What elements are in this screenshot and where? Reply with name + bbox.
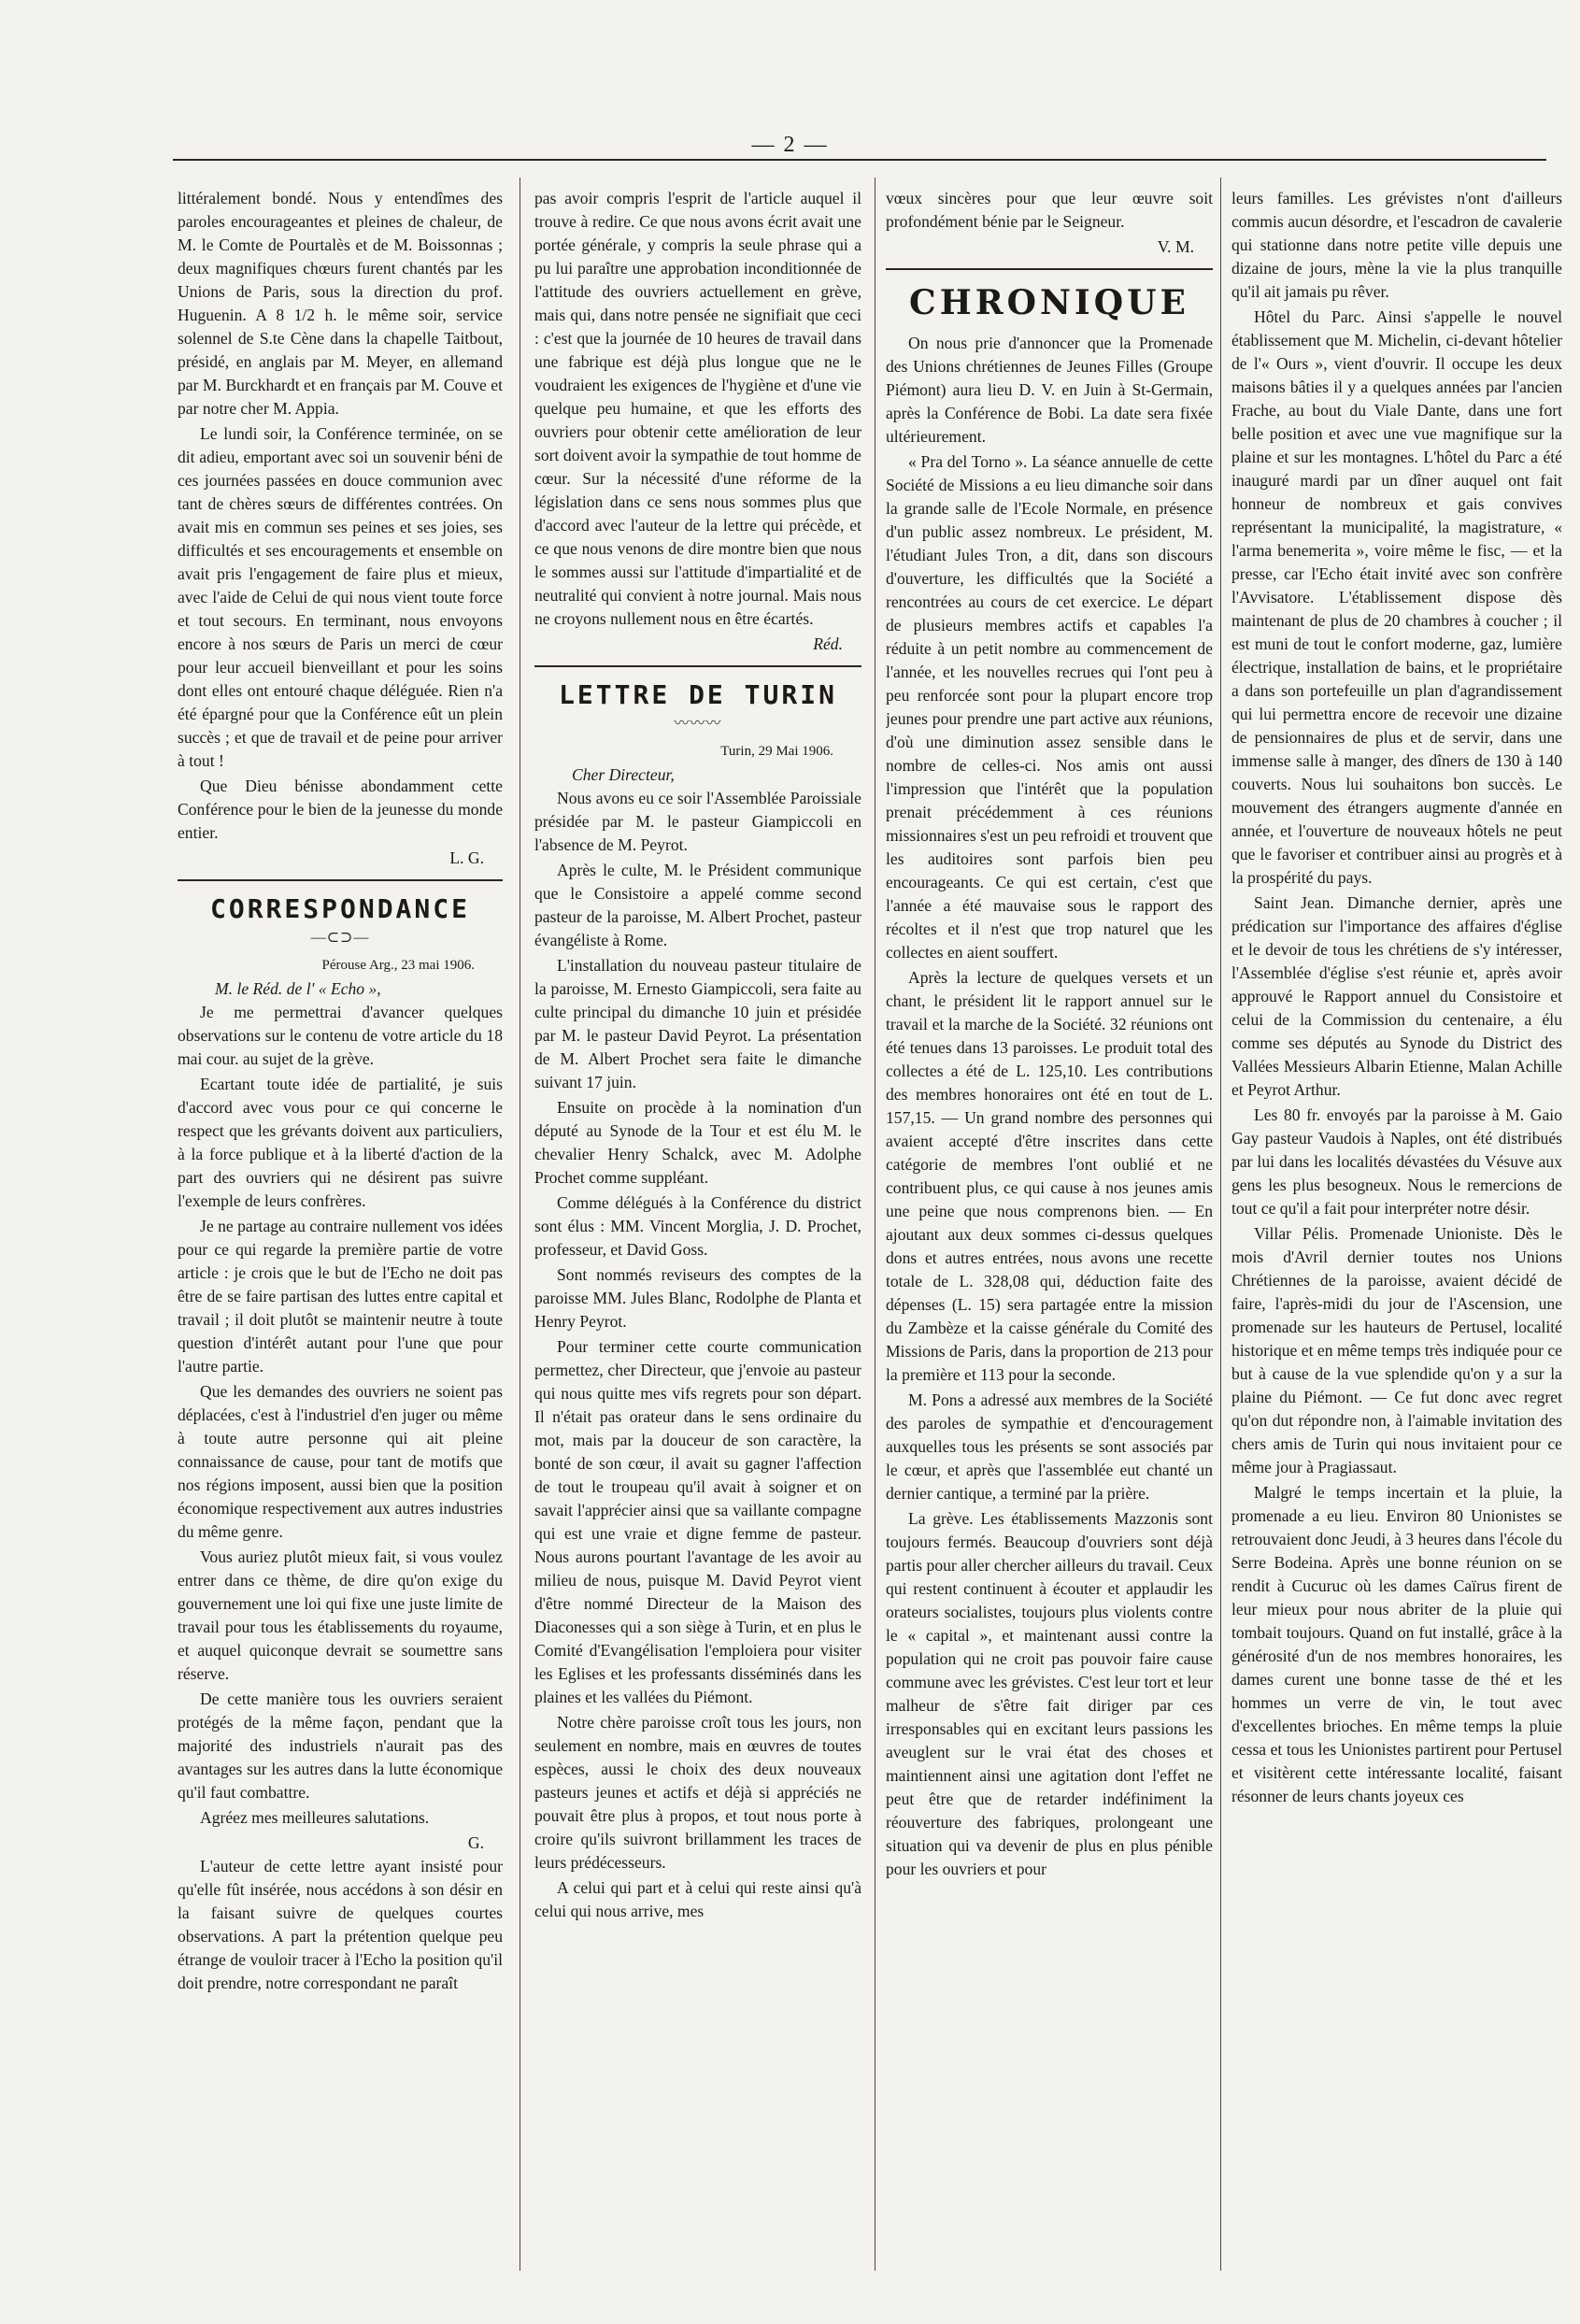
paragraph: pas avoir compris l'esprit de l'article auquel il trouve à redire. Ce que nous avons écrit avait une portée générale, y compris la seule phrase qui a pu lui paraître une approbation inconditionnée de l'attitude des ouvriers actuellement en grève, mais qui, dans notre pensée ne signifiait que ceci : c'est que la journée de 10 heures de travail dans une fabrique est déjà plus longue que ne le voudraient les exigences de l'hygiène et d'une vie quelque peu humaine, et que les efforts des ouvriers pour obtenir cette amélioration de leur sort doivent avoir la sympathie de tout homme de cœur. Sur la nécessité d'une réforme de la législation dans ce sens nous sommes plus que d'accord avec l'auteur de la lettre qui précède, et ce que nous venons de dire montre bien que nous le sommes aussi sur l'attitude d'impartialité et de neutralité qui convient à notre journal. Mais nous ne croyons nullement nous en être écartés.: [534, 189, 861, 628]
column-divider: [1220, 178, 1221, 2271]
paragraph: A celui qui part et à celui qui reste ainsi qu'à celui qui nous arrive, mes: [534, 1878, 861, 1920]
paragraph: Après le culte, M. le Président communique que le Consistoire a appelé comme second pasteur de la paroisse, M. Albert Prochet, pasteur évangéliste à Rome.: [534, 861, 861, 949]
top-rule: [173, 159, 1546, 161]
section-divider: [178, 879, 503, 881]
ornament: —⊂⊃—: [310, 930, 370, 946]
signature: Réd.: [813, 634, 843, 653]
paragraph: Notre chère paroisse croît tous les jours, non seulement en nombre, mais en œuvres de toutes espèces, aussi le choix des deux nouveaux pasteurs jeunes et actifs et déjà si appréciés ne pouvait être plus à propos, et tout nous porte à croire qu'ils suivront brillamment les traces de leurs prédécesseurs.: [534, 1713, 861, 1872]
paragraph: Vous auriez plutôt mieux fait, si vous voulez entrer dans ce thème, de dire qu'on exige du gouvernement une loi qui fixe une juste limite de travail pour tous les établissements du royaume, et auquel quiconque devrait se soumettre sans réserve.: [178, 1547, 503, 1683]
paragraph: Je ne partage au contraire nullement vos idées pour ce qui regarde la première partie de votre article : je crois que le but de l'Echo ne doit pas être de se faire partisan des luttes entre capital et travail ; il doit plutôt se maintenir neutre à toute question d'intérêt autant pour l'une que pour l'autre partie.: [178, 1217, 503, 1376]
paragraph: Nous avons eu ce soir l'Assemblée Paroissiale présidée par M. le pasteur Giampiccoli en l'absence de M. Peyrot.: [534, 789, 861, 854]
column-3: [886, 187, 1213, 2271]
paragraph: Ecartant toute idée de partialité, je suis d'accord avec vous pour ce qui concerne le respect que les grévants doivent aux particuliers, à la force publique et à la liberté d'action de la part des ouvriers qui ne désirent pas suivre l'exemple de leurs confrères.: [178, 1075, 503, 1210]
column-1: [178, 187, 503, 2271]
section-heading-chronique: CHRONIQUE: [909, 283, 1189, 322]
paragraph: Après la lecture de quelques versets et un chant, le président lit le rapport annuel sur le travail et la marche de la Société. 32 réunions ont été tenues dans 13 paroisses. Le produit total des collectes a été de L. 125,10. Les contributions des membres honoraires ont été en tout de L. 157,15. — Un grand nombre des personnes qui avaient accepté d'être inscrites dans cette catégorie de membres l'ont oublié et ne contribuent plus, ce qui cause à nos jeunes amis une peine que nous comprenons bien. — En ajoutant aux deux sommes ci-dessus quelques dons et autres entrées, nous avons une recette totale de L. 328,08 qui, déduction faite des dépenses (L. 15) sera partagée entre la mission du Zambèze et la caisse générale du Comité des Missions de Paris, dans la proportion de 213 pour la première et 113 pour la seconde.: [886, 968, 1213, 1384]
signature: G.: [467, 1833, 484, 1852]
paragraph: L'installation du nouveau pasteur titulaire de la paroisse, M. Ernesto Giampiccoli, sera faite au culte principal du dimanche 10 juin et présidée par M. le pasteur David Peyrot. La présentation de M. Albert Prochet sera faite le dimanche suivant 17 juin.: [534, 956, 861, 1091]
paragraph: M. Pons a adressé aux membres de la Société des paroles de sympathie et d'encouragement auxquelles tous les présents se sont associés par le cœur, et après que l'assemblée eut chanté un dernier cantique, a terminé par la prière.: [886, 1390, 1213, 1503]
paragraph: Saint Jean. Dimanche dernier, après une prédication sur l'importance des affaires d'église et le devoir de tous les chrétiens de s'y intéresser, l'Assemblée d'église s'est réunie et, après avoir approuvé le Rapport annuel du Consistoire et celui de la Commission du centenaire, a élu comme ses députés au Synode du District des Vallées Messieurs Albarin Etienne, Malan Achille et Peyrot Arthur.: [1231, 893, 1562, 1099]
paragraph: Que Dieu bénisse abondamment cette Conférence pour le bien de la jeunesse du monde entier.: [178, 777, 503, 842]
column-4: [1231, 187, 1562, 2271]
section-divider: [886, 268, 1213, 270]
paragraph: Comme délégués à la Conférence du district sont élus : MM. Vincent Morglia, J. D. Prochet, professeur, et David Goss.: [534, 1193, 861, 1259]
paragraph: On nous prie d'annoncer que la Promenade des Unions chrétiennes de Jeunes Filles (Groupe Piémont) aura lieu D. V. en Juin à St-Germain, après la Conférence de Bobi. La date sera fixée ultérieurement.: [886, 334, 1213, 446]
paragraph: Malgré le temps incertain et la pluie, la promenade a eu lieu. Environ 80 Unionistes se retrouvaient donc Jeudi, à 3 heures dans l'école du Serre Bodeina. Après une bonne réunion on se rendit à Cucuruc où les dames Caïrus firent de leur mieux pour nous abriter de la pluie qui tombait toujours. Quand on fut installé, grâce à la générosité d'un de nos membres honoraires, les dames curent une bonne tasse de thé et les hommes un verre de vin, le tout avec d'excellentes brioches. En même temps la pluie cessa et tous les Unionistes partirent pour Pertusel et visitèrent cette intéressante localité, faisant résonner de leurs chants joyeux ces: [1231, 1483, 1562, 1805]
paragraph: leurs familles. Les grévistes n'ont d'ailleurs commis aucun désordre, et l'escadron de cavalerie qui stationne dans notre petite ville depuis une dizaine de jours, mène la vie la plus tranquille qu'il ait jamais pu rêver.: [1231, 189, 1562, 301]
paragraph: « Pra del Torno ». La séance annuelle de cette Société de Missions a eu lieu dimanche soir dans la grande salle de l'Ecole Normale, en présence d'un public assez nombreux. Le président, M. l'étudiant Jules Tron, a dit, dans son discours d'ouverture, les difficultés que la Société a rencontrées au cours de cet exercice. Le départ de plusieurs membres actifs et capables l'a réduite à un petit nombre au commencement de l'année, et les nouvelles recrues qui l'ont peu à peu renforcée sont pour la plupart encore trop jeunes pour prendre une part active aux réunions, d'où une diminution assez sensible dans le nombre de celles-ci. Nos amis ont aussi l'impression que l'intérêt que la population prenait précédemment à ces réunions missionnaires s'est un peu refroidi et trouvent que les auditoires sont parfois bien peu encourageants. Ce qui est certain, c'est que l'année a été mauvaise sous le rapport des récoltes et il n'est que trop naturel que les collectes en aient souffert.: [886, 452, 1213, 962]
salutation: Cher Directeur,: [572, 765, 675, 784]
page-number: — 2 —: [751, 133, 829, 157]
salutation: M. le Réd. de l' « Echo »,: [215, 979, 381, 998]
paragraph: vœux sincères pour que leur œuvre soit profondément bénie par le Seigneur.: [886, 189, 1213, 231]
ornament: 〰〰〰: [674, 716, 722, 732]
section-heading-lettre-de-turin: LETTRE DE TURIN: [559, 679, 837, 710]
section-divider: [534, 665, 861, 667]
signature: V. M.: [1157, 237, 1194, 256]
paragraph: Les 80 fr. envoyés par la paroisse à M. Gaio Gay pasteur Vaudois à Naples, ont été distribués par lui dans les localités dévastées du Vésuve aux gens les plus besogneux. Nous le remercions de tout ce qu'il a fait pour interpréter notre désir.: [1231, 1105, 1562, 1218]
dateline: Pérouse Arg., 23 mai 1906.: [321, 958, 475, 973]
paragraph: Villar Pélis. Promenade Unioniste. Dès le mois d'Avril dernier toutes nos Unions Chrétiennes de la paroisse, avaient décidé de faire, l'après-midi du jour de l'Ascension, une promenade sur les hauteurs de Pertusel, localité historique et en même temps très indiquée pour ce but à cause de la vue splendide qu'on y a sur la plaine du Piémont. — Ce fut donc avec regret qu'on dut répondre non, à l'aimable invitation des chers amis de Turin qui nous invitaient pour ce même jour à Pragiassaut.: [1231, 1224, 1562, 1476]
paragraph: La grève. Les établissements Mazzonis sont toujours fermés. Beaucoup d'ouvriers sont déjà partis pour aller chercher ailleurs du travail. Ceux qui restent continuent à écouter et applaudir les orateurs socialistes, toujours plus violents contre le « capital », et maintenant aussi contre la population qui ne croit pas pouvoir faire cause commune avec les grévistes. C'est leur tort et leur malheur de s'être fait diriger par ces irresponsables qui en excitant leurs passions les aveuglent sur le vrai état des choses et maintiennent ainsi une agitation dont l'effet ne peut être que de retarder indéfiniment la réouverture des fabriques, prolongeant une situation qui va devenir de plus en plus pénible pour les ouvriers et pour: [886, 1509, 1213, 1878]
paragraph: Agréez mes meilleures salutations.: [200, 1808, 430, 1827]
paragraph: Je me permettrai d'avancer quelques observations sur le contenu de votre article du 18 mai cour. au sujet de la grève.: [178, 1003, 503, 1068]
paragraph: L'auteur de cette lettre ayant insisté pour qu'elle fût insérée, nous accédons à son désir en la faisant suivre de quelques courtes observations. A part la prétention quelque peu étrange de vouloir tracer à l'Echo la position qu'il doit prendre, notre correspondant ne paraît: [178, 1857, 503, 1992]
paragraph: Que les demandes des ouvriers ne soient pas déplacées, c'est à l'industriel d'en juger ou même à toute autre personne qui ait pleine connaissance de cause, pour tant de motifs que nos régions imposent, aussi bien que la position économique respectivement aux autres industries du même genre.: [178, 1382, 503, 1541]
paragraph: littéralement bondé. Nous y entendîmes des paroles encourageantes et pleines de chaleur, de M. le Comte de Pourtalès et de M. Boissonnas ; deux magnifiques chœurs furent chantés par les Unions de Paris, sous la direction du prof. Huguenin. A 8 1/2 h. le même soir, service solennel de S.te Cène dans la chapelle Taitbout, présidé, en anglais par M. Meyer, en allemand par M. Burckhardt et en français par M. Couve et par notre cher M. Appia.: [178, 189, 503, 418]
paragraph: Hôtel du Parc. Ainsi s'appelle le nouvel établissement que M. Michelin, ci-devant hôtelier de l'« Ours », vient d'ouvrir. Il occupe les deux maisons bâties il y a quelques années par l'ancien Frache, au bout du Viale Dante, dans une fort belle position et avec une vue magnifique sur la plaine et sur les montagnes. L'hôtel du Parc a été inauguré mardi par un dîner auquel ont fait honneur de nombreux et gais convives représentant la municipalité, la magistrature, « l'arma benemerita », voire même le fisc, — et la presse, car l'Echo était invité avec son confrère l'Avvisatore. L'établissement dispose dès maintenant de plus de 20 chambres à coucher ; il est muni de tout le confort moderne, gaz, lumière électrique, installation de bains, et le propriétaire a dans son portefeuille un plan d'agrandissement qui lui permettra encore de recevoir une dizaine de pensionnaires de plus et de servir, dans une immense salle à manger, des dîners de 130 à 140 couverts. Nous lui souhaitons bon succès. Le mouvement des étrangers augmente d'année en année, et l'ouverture de nouveaux hôtels ne peut que le favoriser et contribuer ainsi au progrès et à la prospérité du pays.: [1231, 307, 1562, 887]
dateline: Turin, 29 Mai 1906.: [720, 744, 833, 759]
paragraph: De cette manière tous les ouvriers seraient protégés de la même façon, pendant que la majorité des industriels n'aurait pas des avantages sur les autres dans la lutte économique qu'il faut combattre.: [178, 1690, 503, 1802]
paragraph: Pour terminer cette courte communication permettez, cher Directeur, que j'envoie au pasteur qui nous quitte mes vifs regrets pour son départ. Il n'était pas orateur dans le sens ordinaire du mot, mais par la douceur de son caractère, la bonté de son cœur, il avait su gagner l'affection de tout le troupeau qu'il avait à soigner et on savait l'apprécier ainsi que sa vaillante compagne qui est une vraie et digne femme de pasteur. Nous aurons pourtant l'avantage de les avoir au milieu de nous, puisque M. David Peyrot vient d'être nommé Directeur de la Maison des Diaconesses qui a son siège à Turin, et en plus le Comité d'Evangélisation l'emploiera pour visiter les Eglises et les professants disséminés dans les plaines et les vallées du Piémont.: [534, 1337, 861, 1706]
signature: L. G.: [449, 848, 484, 867]
paragraph: Le lundi soir, la Conférence terminée, on se dit adieu, emportant avec soi un souvenir béni de ces journées passées en douce communion avec tant de chères sœurs de différentes contrées. On avait mis en commun ses peines et ses joies, ses difficultés et ses encouragements et ensemble on avait pris l'engagement de faire plus et mieux, avec l'aide de Celui de qui nous vient toute force et tout secours. En terminant, nous envoyons encore à nos sœurs de Paris un merci de cœur pour leur accueil bienveillant et pour les soins dont elles ont entouré chaque déléguée. Rien n'a été épargné pour que la Conférence eût un plein succès ; et que de travail et de peine pour arriver à tout !: [178, 424, 503, 770]
paragraph: Ensuite on procède à la nomination d'un député au Synode de la Tour et est élu M. le chevalier Henry Schalck, avec M. Adolphe Prochet comme suppléant.: [534, 1098, 861, 1187]
paragraph: Sont nommés reviseurs des comptes de la paroisse MM. Jules Blanc, Rodolphe de Planta et Henry Peyrot.: [534, 1265, 861, 1331]
section-heading-correspondance: CORRESPONDANCE: [209, 893, 470, 924]
column-2: [534, 187, 861, 2271]
